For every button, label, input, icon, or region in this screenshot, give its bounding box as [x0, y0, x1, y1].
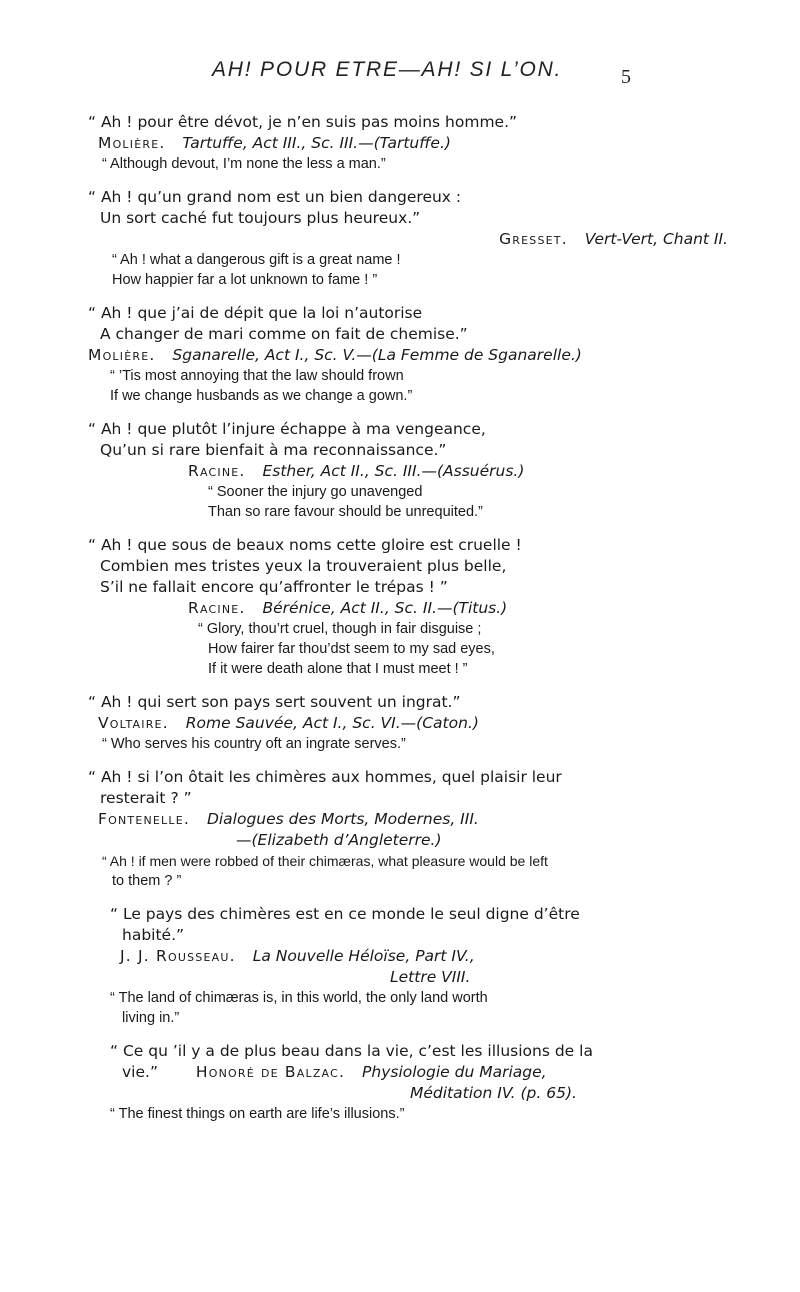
attribution: [88, 133, 728, 154]
attribution: [88, 345, 728, 366]
translation-line: “ Sooner the injury go unavenged: [208, 484, 423, 500]
running-header: [0, 58, 800, 90]
translation-line: “ Ah ! what a dangerous gift is a great name !: [112, 252, 401, 268]
quotation-entry: [88, 187, 728, 290]
author: Gresset.: [499, 230, 568, 248]
attribution: [88, 809, 728, 830]
translation-line: How fairer far thou’dst seem to my sad eyes,: [208, 641, 495, 657]
french-quote-line: “ Ce qu ’il y a de plus beau dans la vie, c’est les illusions de la: [110, 1042, 593, 1060]
page-number: 5: [621, 66, 631, 88]
attribution: [88, 713, 728, 734]
quotation-entry: [88, 692, 728, 754]
attribution: [88, 461, 728, 482]
french-quote-line: “ Ah ! que sous de beaux noms cette gloire est cruelle !: [88, 536, 522, 554]
translation-line: to them ? ”: [112, 873, 182, 889]
translation-line: “ ’Tis most annoying that the law should frown: [110, 368, 404, 384]
translation-line: “ Who serves his country oft an ingrate serves.”: [102, 736, 406, 752]
french-quote-line: “ Ah ! pour être dévot, je n’en suis pas moins homme.”: [88, 113, 518, 131]
attribution-continued: [110, 1083, 728, 1104]
french-quote-line: “ Le pays des chimères est en ce monde le seul digne d’être: [110, 905, 580, 923]
quotation-entry: [88, 535, 728, 679]
translation-line: “ The finest things on earth are life’s illusions.”: [110, 1106, 405, 1122]
source: Rome Sauvée, Act I., Sc. VI.—(Caton.): [185, 714, 479, 732]
translation-line: “ Glory, thou’rt cruel, though in fair disguise ;: [198, 621, 482, 637]
author: J. J. Rousseau.: [120, 947, 236, 965]
author: Voltaire.: [98, 714, 169, 732]
attribution: [88, 229, 728, 250]
source: Bérénice, Act II., Sc. II.—(Titus.): [262, 599, 508, 617]
french-quote-line: S’il ne fallait encore qu’affronter le trépas ! ”: [100, 578, 448, 596]
source: La Nouvelle Héloïse, Part IV.,: [252, 947, 475, 965]
quotation-entry: [88, 303, 728, 406]
source: Vert-Vert, Chant II.: [584, 230, 728, 248]
french-quote-line: “ Ah ! si l’on ôtait les chimères aux hommes, quel plaisir leur: [88, 768, 562, 786]
author: Racine.: [188, 462, 246, 480]
source-continued: Lettre VIII.: [390, 968, 471, 986]
author: Molière.: [98, 134, 166, 152]
source-continued: Méditation IV. (p. 65).: [410, 1084, 577, 1102]
source: Dialogues des Morts, Modernes, III.: [206, 810, 479, 828]
quotation-entry: [88, 419, 728, 522]
translation-line: Than so rare favour should be unrequited.”: [208, 504, 483, 520]
translation-line: “ Ah ! if men were robbed of their chimæras, what pleasure would be left: [102, 853, 548, 869]
attribution: [88, 598, 728, 619]
translation-line: living in.”: [122, 1010, 180, 1026]
source: Esther, Act II., Sc. III.—(Assuérus.): [262, 462, 525, 480]
author: Molière.: [88, 346, 156, 364]
french-quote-line: “ Ah ! que j’ai de dépit que la loi n’autorise: [88, 304, 423, 322]
author: Honoré de Balzac.: [195, 1063, 346, 1081]
running-title: AH! POUR ETRE—AH! SI L’ON.: [212, 58, 563, 81]
author: Racine.: [188, 599, 246, 617]
author: Fontenelle.: [98, 810, 190, 828]
french-quote-line: Qu’un si rare bienfait à ma reconnaissance.”: [100, 441, 447, 459]
quotation-entry: [88, 767, 728, 891]
translation-line: If we change husbands as we change a gown.”: [110, 388, 413, 404]
quotation-entry: [88, 904, 728, 1028]
quotation-entry: [88, 112, 728, 174]
translation-line: How happier far a lot unknown to fame ! ”: [112, 272, 378, 288]
french-quote-line: Un sort caché fut toujours plus heureux.”: [100, 209, 421, 227]
french-quote-line: “ Ah ! qui sert son pays sert souvent un ingrat.”: [88, 693, 461, 711]
attribution: [196, 1063, 547, 1081]
french-quote-line: vie.”: [122, 1063, 158, 1081]
source: Physiologie du Mariage,: [362, 1063, 547, 1081]
source-continued: —(Elizabeth d’Angleterre.): [236, 831, 442, 849]
french-quote-line: habité.”: [122, 926, 185, 944]
source: Tartuffe, Act III., Sc. III.—(Tartuffe.): [182, 134, 451, 152]
attribution-continued: [88, 830, 728, 851]
french-quote-line: “ Ah ! que plutôt l’injure échappe à ma vengeance,: [88, 420, 486, 438]
translation-line: “ Although devout, I’m none the less a man.”: [102, 156, 386, 172]
quotation-entry: [88, 1041, 728, 1124]
attribution-continued: [110, 967, 728, 988]
source: Sganarelle, Act I., Sc. V.—(La Femme de Sganarelle.): [172, 346, 582, 364]
french-quote-line: A changer de mari comme on fait de chemise.”: [100, 325, 468, 343]
translation-line: “ The land of chimæras is, in this world, the only land worth: [110, 990, 488, 1006]
french-quote-line: “ Ah ! qu’un grand nom est un bien dangereux :: [88, 188, 462, 206]
french-quote-and-attribution: [110, 1062, 728, 1083]
attribution: [110, 946, 728, 967]
quotation-list: [88, 112, 728, 1137]
french-quote-line: Combien mes tristes yeux la trouveraient plus belle,: [100, 557, 507, 575]
translation-line: If it were death alone that I must meet ! ”: [208, 661, 468, 677]
french-quote-line: resterait ? ”: [100, 789, 192, 807]
